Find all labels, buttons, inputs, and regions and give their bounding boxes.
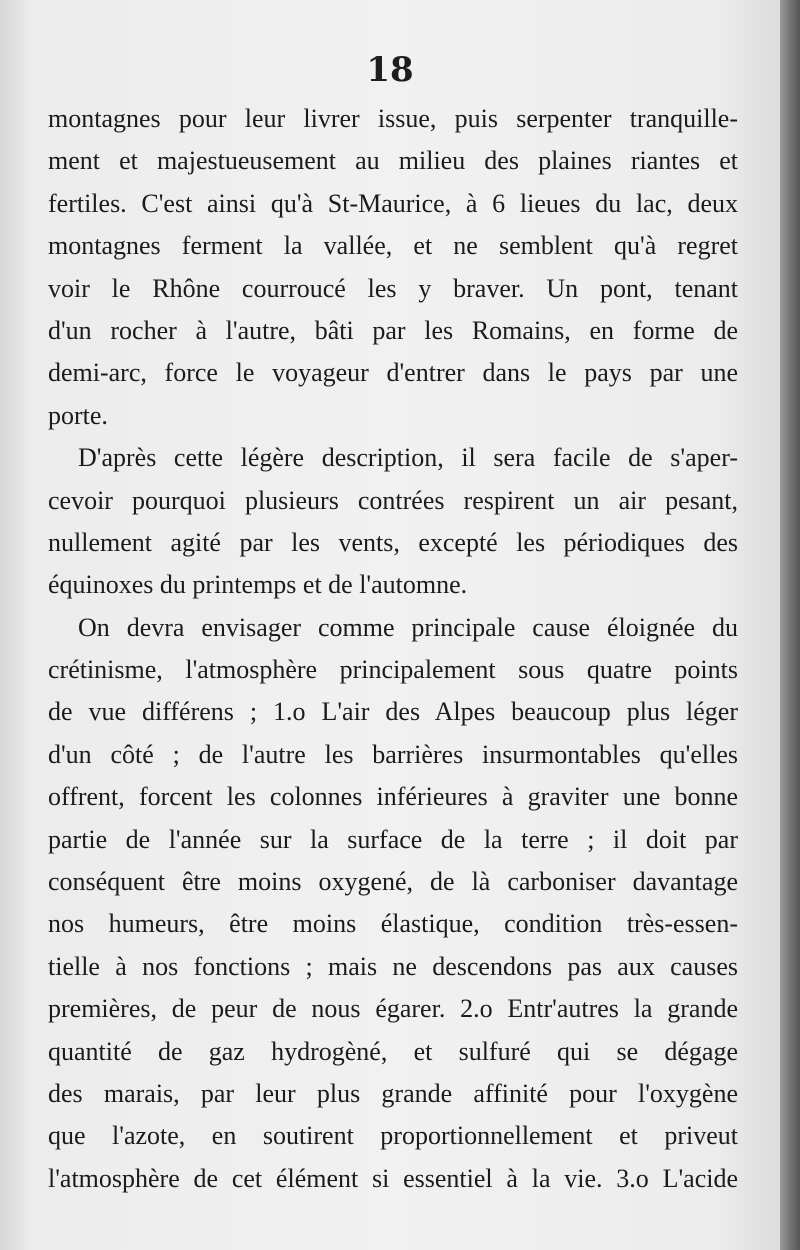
text-line: équinoxes du printemps et de l'automne.: [48, 570, 468, 600]
text-line: D'après cette légère description, il sera facile de s'aper-: [78, 443, 738, 473]
text-line: conséquent être moins oxygené, de là carboniser davantage: [48, 867, 738, 897]
text-line: nos humeurs, être moins élastique, condition très-essen-: [48, 909, 738, 939]
text-line: voir le Rhône courroucé les y braver. Un pont, tenant: [48, 273, 738, 303]
text-line: fertiles. C'est ainsi qu'à St-Maurice, à 6 lieues du lac, deux: [48, 188, 738, 218]
text-line: ment et majestueusement au milieu des plaines riantes et: [48, 146, 738, 176]
text-line: d'un rocher à l'autre, bâti par les Romains, en forme de: [48, 315, 738, 345]
text-line: montagnes pour leur livrer issue, puis serpenter tranquille-: [48, 104, 738, 133]
text-line: que l'azote, en soutirent proportionnellement et priveut: [48, 1121, 738, 1151]
text-line: des marais, par leur plus grande affinité pour l'oxygène: [48, 1078, 738, 1108]
text-line: cevoir pourquoi plusieurs contrées respirent un air pesant,: [48, 485, 738, 515]
text-line: de vue différens ; 1.o L'air des Alpes beaucoup plus léger: [48, 697, 738, 727]
text-line: On devra envisager comme principale cause éloignée du: [78, 612, 738, 642]
text-line: premières, de peur de nous égarer. 2.o Entr'autres la grande: [48, 994, 738, 1024]
text-line: porte.: [48, 400, 108, 430]
text-line: quantité de gaz hydrogèné, et sulfuré qui se dégage: [48, 1036, 738, 1066]
text-line: demi-arc, force le voyageur d'entrer dans le pays par une: [48, 358, 738, 388]
page-number: 18: [366, 50, 414, 90]
text-line: montagnes ferment la vallée, et ne semblent qu'à regret: [48, 231, 738, 261]
text-line: partie de l'année sur la surface de la terre ; il doit par: [48, 824, 738, 854]
text-line: nullement agité par les vents, excepté les périodiques des: [48, 527, 738, 557]
text-line: l'atmosphère de cet élément si essentiel à la vie. 3.o L'acide: [48, 1163, 738, 1193]
text-line: crétinisme, l'atmosphère principalement sous quatre points: [48, 655, 738, 685]
text-line: d'un côté ; de l'autre les barrières insurmontables qu'elles: [48, 739, 738, 769]
book-spine-shadow: [780, 0, 800, 1250]
text-line: offrent, forcent les colonnes inférieures à graviter une bonne: [48, 782, 738, 812]
text-line: tielle à nos fonctions ; mais ne descendons pas aux causes: [48, 951, 738, 981]
body-text: [48, 98, 738, 1200]
